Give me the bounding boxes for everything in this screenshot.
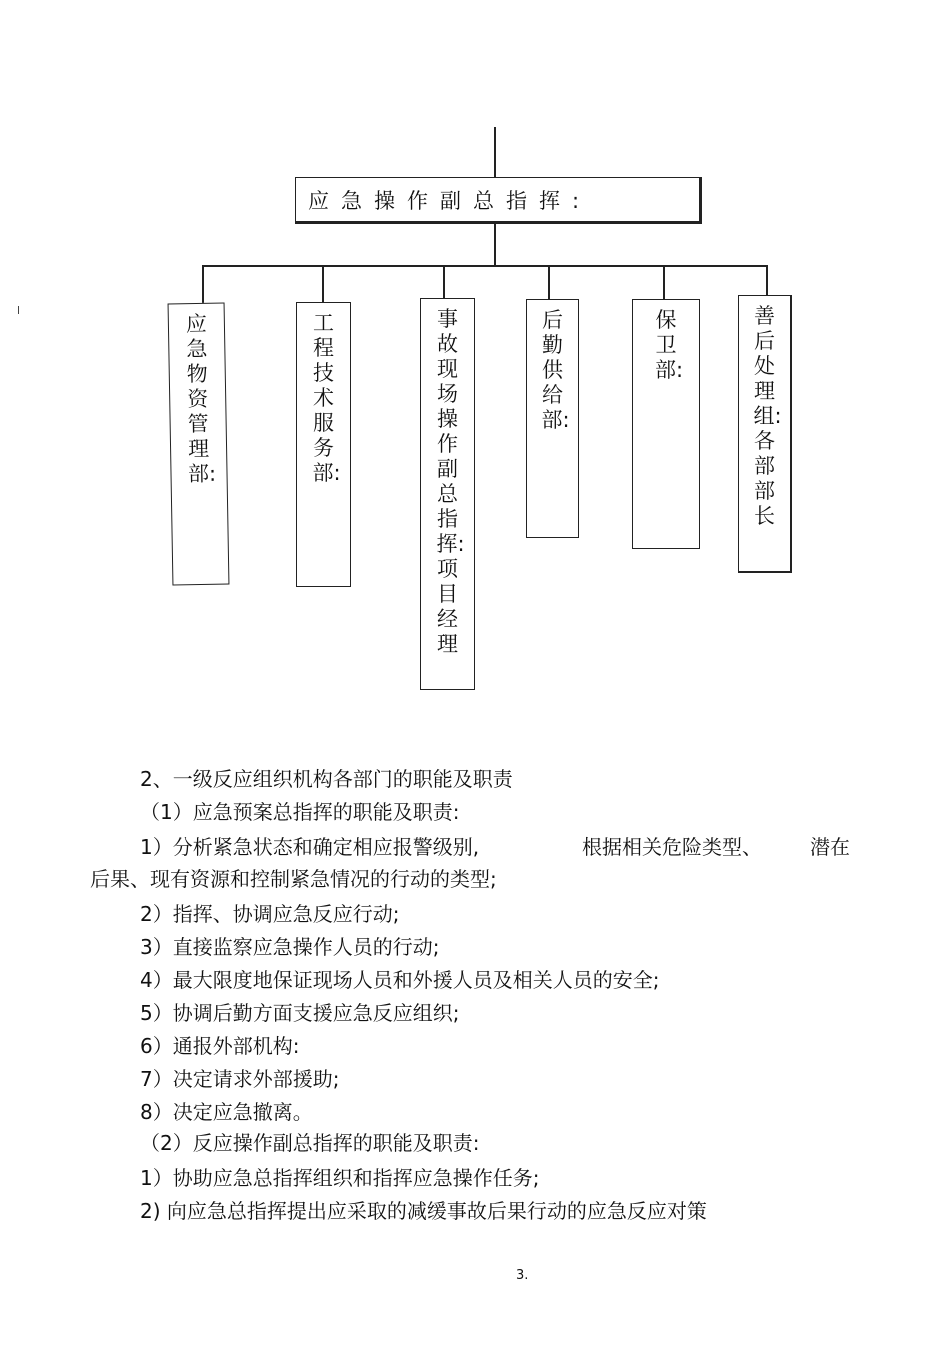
item-1-part-c: 潜在 — [810, 835, 850, 859]
item-8: 8）决定应急撤离。 — [140, 1100, 313, 1124]
dept-label-logistics: 后勤供给部: — [541, 308, 570, 432]
dept-label-site-operations: 事故现场操作副总指挥:项目经理 — [436, 307, 465, 656]
dept-label-materials: 应急物资管理部: — [185, 311, 217, 487]
sub2-item-2: 2) 向应急总指挥提出应采取的减缓事故后果行动的应急反应对策 — [140, 1199, 707, 1223]
item-4: 4）最大限度地保证现场人员和外援人员及相关人员的安全; — [140, 968, 660, 992]
item-1-continuation: 后果、现有资源和控制紧急情况的行动的类型; — [90, 867, 497, 891]
connector-drop-3 — [443, 265, 445, 298]
sub2-item-1: 1）协助应急总指挥组织和指挥应急操作任务; — [140, 1166, 540, 1190]
item-1-part-a: 1）分析紧急状态和确定相应报警级别, — [140, 835, 480, 859]
item-2: 2）指挥、协调应急反应行动; — [140, 902, 400, 926]
item-6: 6）通报外部机构: — [140, 1034, 300, 1058]
connector-mid — [494, 224, 496, 266]
page-number: 3. — [516, 1268, 529, 1283]
stray-mark — [18, 306, 19, 314]
subsection-2-title: （2）反应操作副总指挥的职能及职责: — [140, 1131, 480, 1155]
item-3: 3）直接监察应急操作人员的行动; — [140, 935, 440, 959]
item-5: 5）协调后勤方面支援应急反应组织; — [140, 1001, 460, 1025]
dept-box-aftermath — [738, 295, 792, 573]
dept-box-security — [632, 299, 700, 549]
dept-label-aftermath: 善后处理组:各部部长 — [753, 304, 782, 528]
dept-box-materials — [168, 303, 230, 586]
connector-drop-2 — [322, 265, 324, 302]
dept-label-security: 保卫部: — [655, 308, 684, 382]
subsection-1-title: （1）应急预案总指挥的职能及职责: — [140, 800, 460, 824]
connector-drop-1 — [202, 265, 204, 303]
item-1-part-b: 根据相关危险类型、 — [582, 835, 762, 859]
dept-box-site-operations — [420, 298, 475, 690]
connector-drop-5 — [663, 265, 665, 299]
connector-top — [494, 127, 496, 177]
connector-drop-4 — [548, 265, 550, 299]
section-heading: 2、一级反应组织机构各部门的职能及职责 — [140, 767, 513, 791]
deputy-commander-label: 应急操作副总指挥: — [308, 188, 592, 213]
dept-box-engineering — [296, 302, 351, 587]
item-7: 7）决定请求外部援助; — [140, 1067, 340, 1091]
dept-box-logistics — [526, 299, 579, 538]
dept-label-engineering: 工程技术服务部: — [312, 311, 341, 485]
deputy-commander-box — [295, 177, 702, 224]
connector-drop-6 — [766, 265, 768, 295]
connector-horizontal — [202, 265, 768, 267]
